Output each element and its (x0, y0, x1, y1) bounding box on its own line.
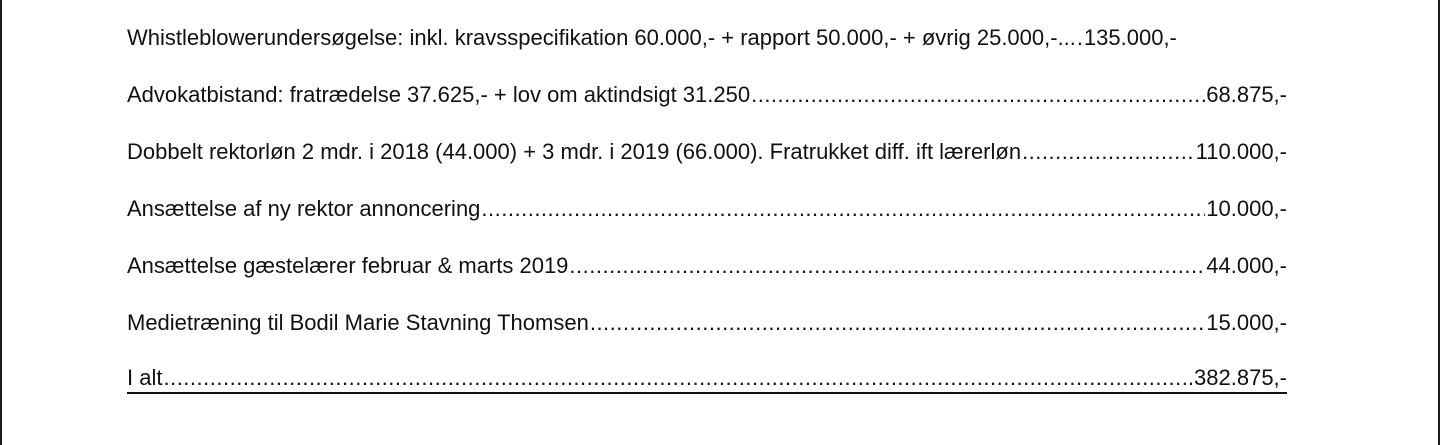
cost-line-gaestelaerer (127, 252, 1287, 280)
cost-line-amount: 135.000,- (1083, 25, 1177, 50)
cost-line-amount: 15.000,- (1206, 310, 1287, 335)
cost-line-advokatbistand (127, 81, 1287, 109)
cost-total-line (127, 364, 1287, 394)
cost-line-medietraening (127, 309, 1287, 337)
cost-line-ny-rektor (127, 195, 1287, 223)
dot-leader (481, 195, 1205, 223)
dot-leader (163, 364, 1186, 392)
cost-line-amount: 110.000,- (1195, 139, 1287, 164)
cost-line-whistleblower (127, 24, 1287, 52)
dot-leader (751, 81, 1205, 109)
cost-line-amount: 10.000,- (1206, 196, 1287, 221)
cost-line-amount: 68.875,- (1206, 82, 1287, 107)
page-left-border (0, 0, 2, 445)
dot-leader (590, 309, 1205, 337)
cost-line-label: Ansættelse af ny rektor annoncering (127, 196, 481, 221)
cost-line-label: Dobbelt rektorløn 2 mdr. i 2018 (44.000) + 3 mdr. i 2019 (66.000). Fratrukket diff. ift lærerløn (127, 139, 1022, 164)
dot-leader (1022, 138, 1195, 166)
total-label: I alt (127, 365, 163, 390)
dot-leader (569, 252, 1205, 280)
cost-line-label: Ansættelse gæstelærer februar & marts 2019 (127, 253, 569, 278)
cost-line-label: Advokatbistand: fratrædelse 37.625,- + lov om aktindsigt 31.250 (127, 82, 751, 107)
cost-line-label: Medietræning til Bodil Marie Stavning Thomsen (127, 310, 589, 335)
cost-line-dobbelt-rektorloen (127, 138, 1287, 166)
dot-leader (1077, 24, 1083, 52)
cost-line-amount: 44.000,- (1206, 253, 1287, 278)
cost-line-label: Whistleblowerundersøgelse: inkl. kravsspecifikation 60.000,- + rapport 50.000,- + øvrig 25.000,-... (127, 25, 1076, 50)
total-amount: .382.875,- (1187, 365, 1287, 390)
